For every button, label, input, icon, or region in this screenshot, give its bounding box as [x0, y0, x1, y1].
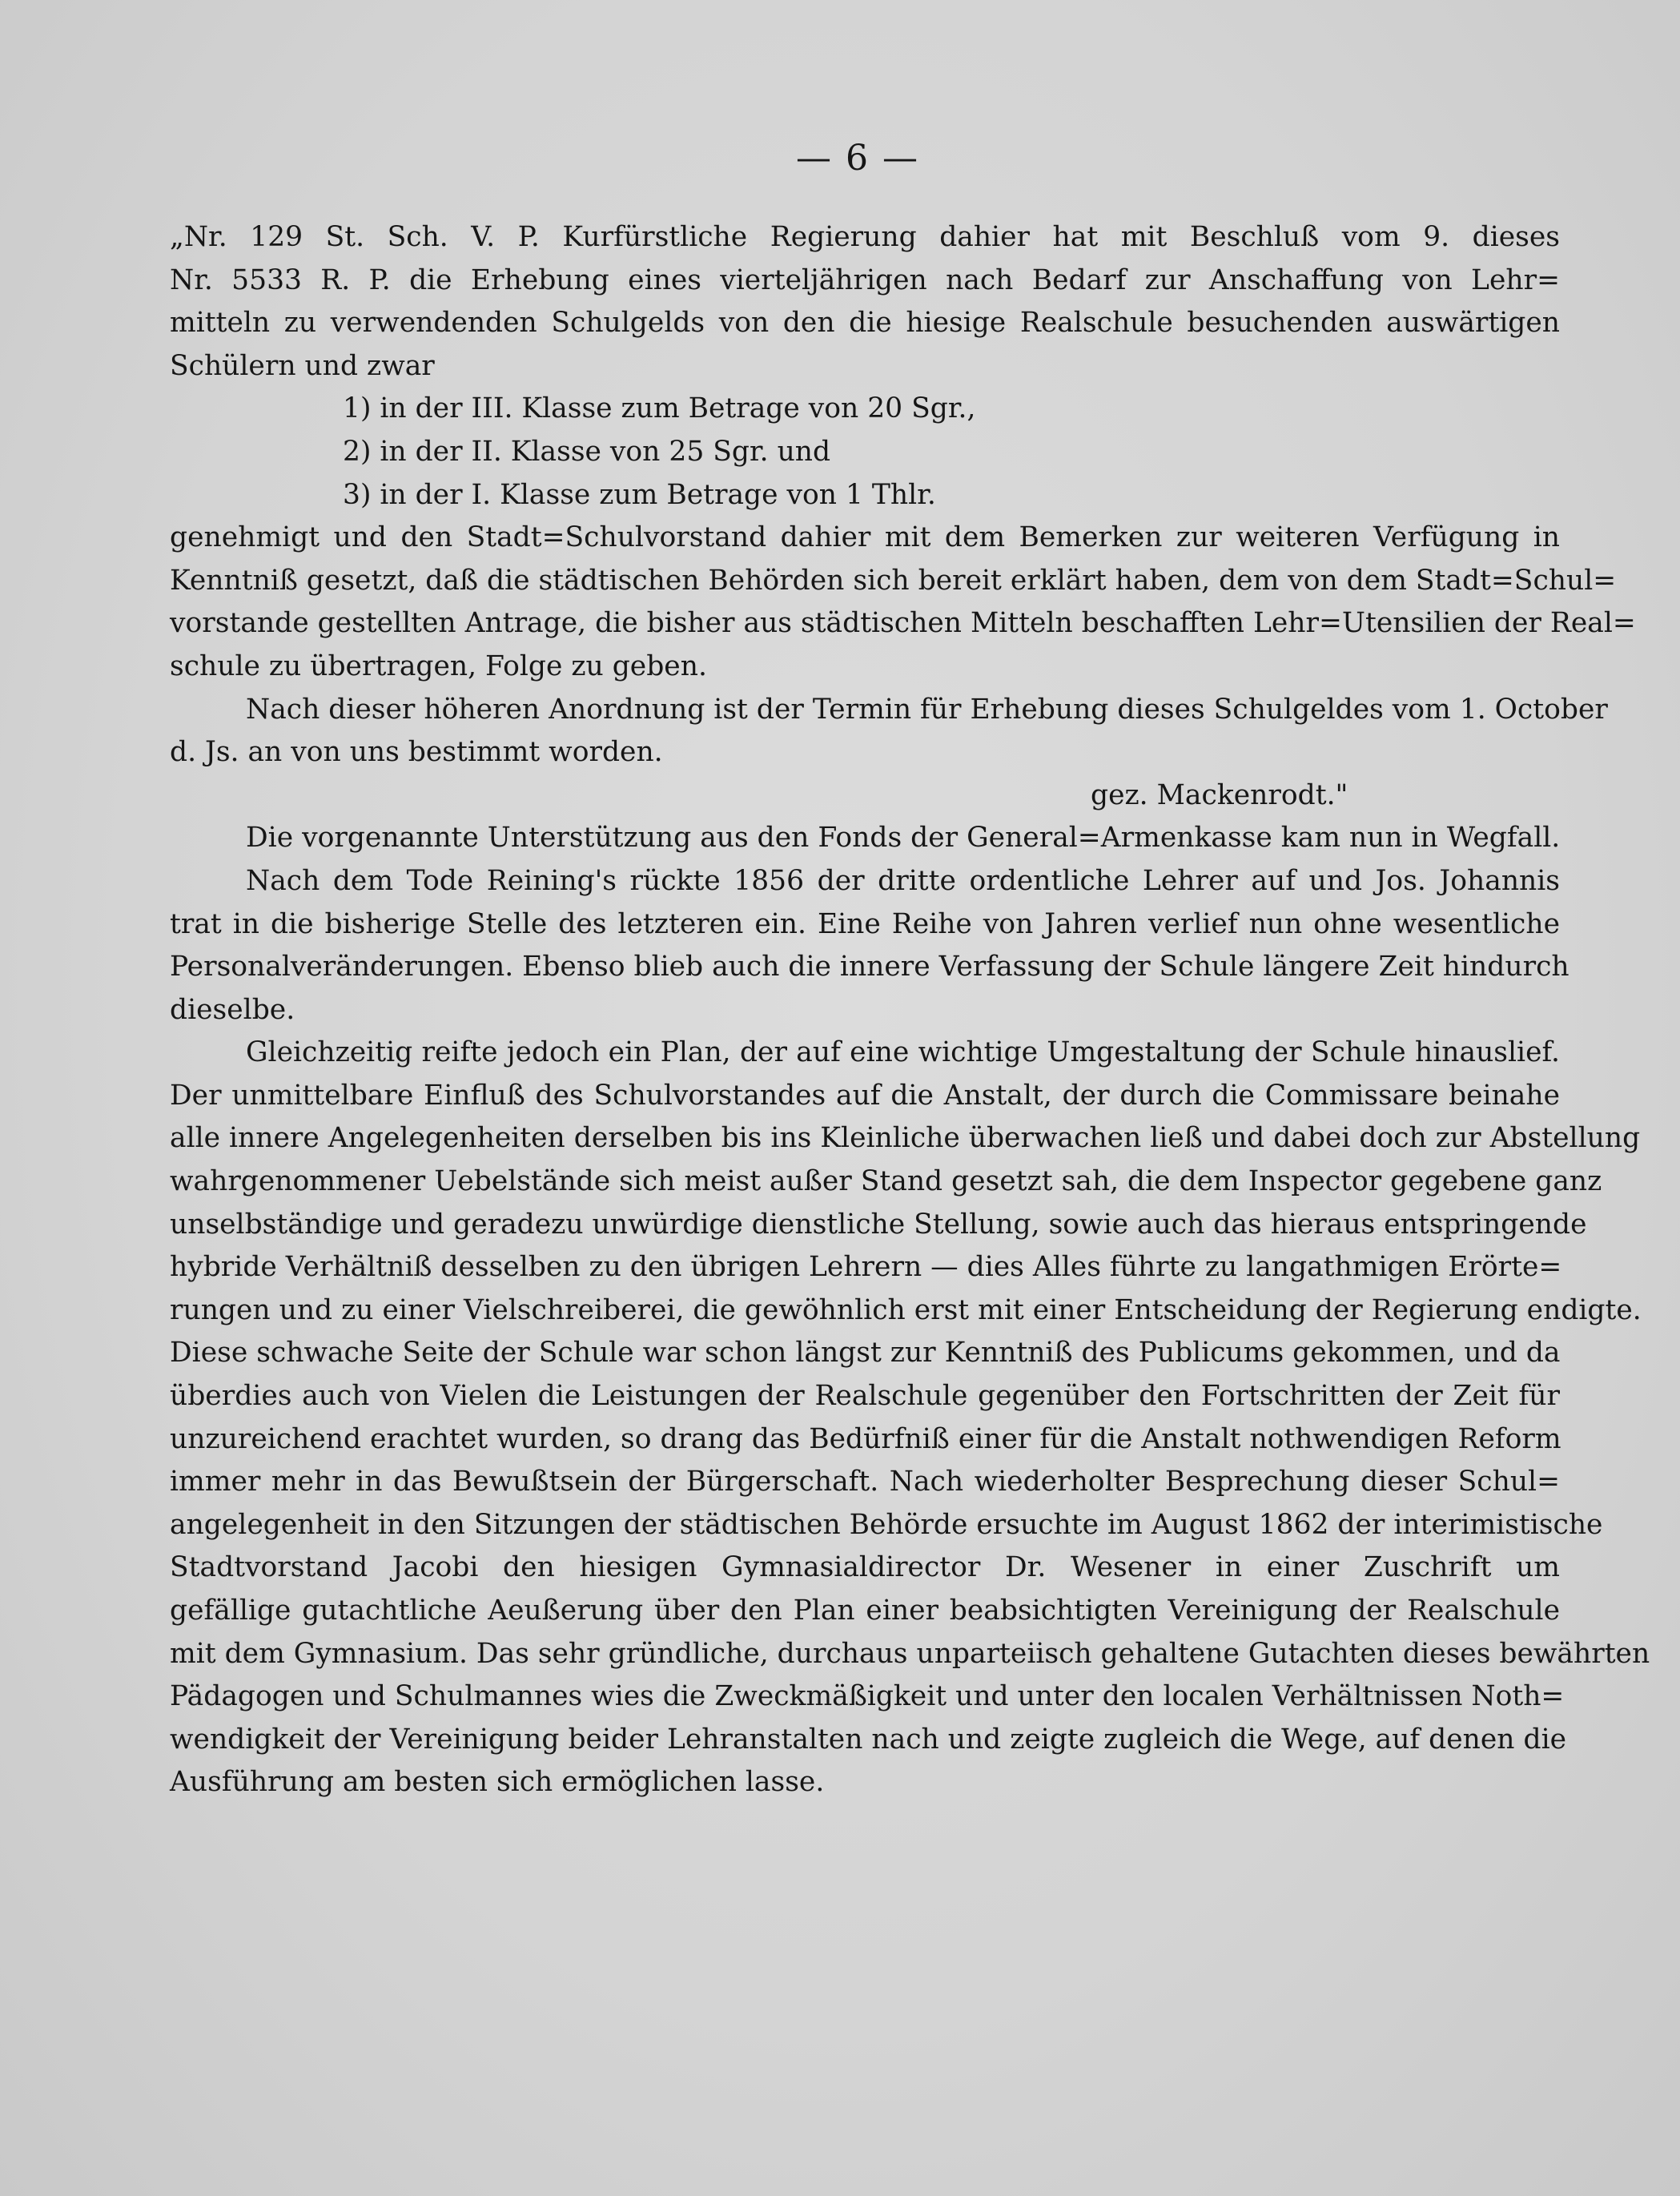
text-line: Ausführung am besten sich ermöglichen lasse.	[170, 1766, 825, 1799]
text-line: unselbständige und geradezu unwürdige dienstliche Stellung, sowie auch das hieraus entspringende	[170, 1208, 1587, 1241]
text-line: mit dem Gymnasium. Das sehr gründliche, durchaus unparteiisch gehaltene Gutachten dieses bewährten	[170, 1637, 1650, 1670]
text-line: dieselbe.	[170, 993, 295, 1026]
text-line: Kenntniß gesetzt, daß die städtischen Behörden sich bereit erklärt haben, dem von dem Stadt=Schul=	[170, 564, 1617, 597]
text-line: überdies auch von Vielen die Leistungen der Realschule gegenüber den Fortschritten der Zeit für	[170, 1380, 1560, 1413]
text-line: Stadtvorstand Jacobi den hiesigen Gymnasialdirector Dr. Wesener in einer Zuschrift um	[170, 1551, 1560, 1584]
text-line: Nr. 5533 R. P. die Erhebung eines vierteljährigen nach Bedarf zur Anschaffung von Lehr=	[170, 263, 1560, 296]
text-line: Schülern und zwar	[170, 349, 435, 382]
text-line: unzureichend erachtet wurden, so drang das Bedürfniß einer für die Anstalt nothwendigen Reform	[170, 1422, 1561, 1455]
text-line: genehmigt und den Stadt=Schulvorstand dahier mit dem Bemerken zur weiteren Verfügung in	[170, 521, 1560, 554]
text-line: d. Js. an von uns bestimmt worden.	[170, 736, 663, 769]
page-body	[170, 216, 1650, 1804]
text-line: Pädagogen und Schulmannes wies die Zweckmäßigkeit und unter den localen Verhältnissen Noth=	[170, 1680, 1565, 1713]
fee-list-item: 3) in der I. Klasse zum Betrage von 1 Thlr.	[343, 478, 936, 511]
text-line: Die vorgenannte Unterstützung aus den Fonds der General=Armenkasse kam nun in Wegfall.	[246, 822, 1561, 855]
text-line: Personalveränderungen. Ebenso blieb auch die innere Verfassung der Schule längere Zeit hindurch	[170, 951, 1569, 983]
text-line: wendigkeit der Vereinigung beider Lehranstalten nach und zeigte zugleich die Wege, auf denen die	[170, 1723, 1567, 1756]
text-line: Gleichzeitig reifte jedoch ein Plan, der auf eine wichtige Umgestaltung der Schule hinauslief.	[246, 1036, 1560, 1069]
signature-line: gez. Mackenrodt."	[1091, 778, 1348, 811]
text-line: hybride Verhältniß desselben zu den übrigen Lehrern — dies Alles führte zu langathmigen Erörte=	[170, 1251, 1562, 1284]
text-line: gefällige gutachtliche Aeußerung über den Plan einer beabsichtigten Vereinigung der Realschule	[170, 1595, 1560, 1627]
fee-list-item: 2) in der II. Klasse von 25 Sgr. und	[343, 435, 831, 468]
text-line: rungen und zu einer Vielschreiberei, die gewöhnlich erst mit einer Entscheidung der Regierung endigte.	[170, 1293, 1642, 1326]
text-line: trat in die bisherige Stelle des letzteren ein. Eine Reihe von Jahren verlief nun ohne wesentliche	[170, 907, 1560, 940]
text-line: Diese schwache Seite der Schule war schon längst zur Kenntniß des Publicums gekommen, und da	[170, 1337, 1561, 1369]
text-line: angelegenheit in den Sitzungen der städtischen Behörde ersuchte im August 1862 der interimistische	[170, 1508, 1603, 1541]
text-line: immer mehr in das Bewußtsein der Bürgerschaft. Nach wiederholter Besprechung dieser Schul=	[170, 1466, 1560, 1498]
text-line: mitteln zu verwendenden Schulgelds von den die hiesige Realschule besuchenden auswärtigen	[170, 307, 1560, 340]
text-line: „Nr. 129 St. Sch. V. P. Kurfürstliche Regierung dahier hat mit Beschluß vom 9. dieses	[170, 221, 1560, 253]
text-line: Nach dieser höheren Anordnung ist der Termin für Erhebung dieses Schulgeldes vom 1. October	[246, 693, 1608, 726]
page-number: — 6 —	[796, 138, 919, 179]
fee-list-item: 1) in der III. Klasse zum Betrage von 20 Sgr.,	[343, 392, 976, 425]
text-line: alle innere Angelegenheiten derselben bis ins Kleinliche überwachen ließ und dabei doch zur Abstellung	[170, 1122, 1641, 1155]
text-line: Nach dem Tode Reining's rückte 1856 der dritte ordentliche Lehrer auf und Jos. Johannis	[246, 864, 1560, 897]
text-line: Der unmittelbare Einfluß des Schulvorstandes auf die Anstalt, der durch die Commissare beinahe	[170, 1079, 1560, 1112]
text-line: schule zu übertragen, Folge zu geben.	[170, 650, 707, 682]
text-line: vorstande gestellten Antrage, die bisher aus städtischen Mitteln beschafften Lehr=Utensilien der Real=	[170, 607, 1636, 640]
text-line: wahrgenommener Uebelstände sich meist außer Stand gesetzt sah, die dem Inspector gegebene ganz	[170, 1165, 1602, 1198]
